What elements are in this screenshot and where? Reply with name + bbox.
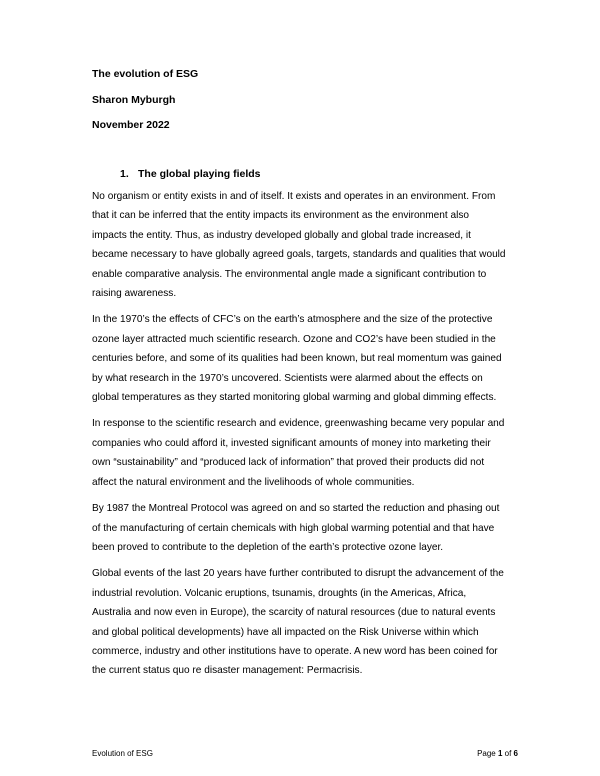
text-line: companies who could afford it, invested significant amounts of money into marketing their xyxy=(92,437,491,449)
text-line: In the 1970’s the effects of CFC’s on the earth’s atmosphere and the size of the protective xyxy=(92,314,493,326)
paragraph xyxy=(92,499,512,557)
paragraph xyxy=(92,187,512,303)
text-line: By 1987 the Montreal Protocol was agreed on and so started the reduction and phasing out xyxy=(92,503,500,515)
paragraph xyxy=(92,564,512,680)
document-title: The evolution of ESG xyxy=(92,68,199,80)
footer-document-name: Evolution of ESG xyxy=(92,749,153,758)
text-line: Australia and now even in Europe), the scarcity of natural resources (due to natural events xyxy=(92,607,496,619)
text-line: impacts the entity. Thus, as industry developed globally and global trade increased, it xyxy=(92,229,471,241)
text-line: global temperatures as they started monitoring global warming and global dimming effects. xyxy=(92,392,497,404)
text-line: ozone layer attracted much scientific research. Ozone and CO2’s have been studied in the xyxy=(92,333,496,345)
text-line: In response to the scientific research and evidence, greenwashing became very popular and xyxy=(92,418,505,430)
page-current: 1 xyxy=(497,749,503,758)
text-line: industrial revolution. Volcanic eruptions, tsunamis, droughts (in the Americas, Africa, xyxy=(92,587,467,599)
paragraph xyxy=(92,414,512,492)
page-total: 6 xyxy=(513,749,518,758)
footer-page-number xyxy=(477,748,518,759)
page-of: of xyxy=(502,749,514,758)
text-line: Global events of the last 20 years have further contributed to disrupt the advancement of the xyxy=(92,568,504,580)
text-line: been proved to contribute to the depletion of the earth’s protective ozone layer. xyxy=(92,541,444,553)
text-line: the current status quo re disaster management: Permacrisis. xyxy=(92,665,363,677)
text-line: of the manufacturing of certain chemicals with high global warming potential and that have xyxy=(92,522,495,534)
text-line: own “sustainability” and “produced lack of information” that proved their products did not xyxy=(92,457,485,469)
paragraph xyxy=(92,310,512,407)
document-author: Sharon Myburgh xyxy=(92,94,176,106)
text-line: centuries before, and some of its qualities had been known, but real momentum was gained xyxy=(92,353,502,365)
text-line: commerce, industry and other institutions have to operate. A new word has been coined for xyxy=(92,645,498,657)
text-line: affect the natural environment and the livelihoods of whole communities. xyxy=(92,476,415,488)
text-line: raising awareness. xyxy=(92,288,177,300)
text-line: and global political developments) have all impacted on the Risk Universe within which xyxy=(92,626,479,638)
text-line: became necessary to have globally agreed goals, targets, standards and qualities that would xyxy=(92,249,506,261)
page-prefix: Page xyxy=(477,749,498,758)
section-heading xyxy=(120,167,261,181)
body-text xyxy=(92,187,512,688)
section-number: 1. xyxy=(120,168,129,180)
text-line: by what research in the 1970’s uncovered. Scientists were alarmed about the effects on xyxy=(92,372,483,384)
section-heading-text: The global playing fields xyxy=(138,168,261,180)
text-line: that it can be inferred that the entity impacts its environment as the environment also xyxy=(92,210,470,222)
text-line: No organism or entity exists in and of itself. It exists and operates in an environment. From xyxy=(92,191,496,202)
document-date: November 2022 xyxy=(92,119,170,131)
text-line: enable comparative analysis. The environmental angle made a significant contribution to xyxy=(92,268,487,280)
